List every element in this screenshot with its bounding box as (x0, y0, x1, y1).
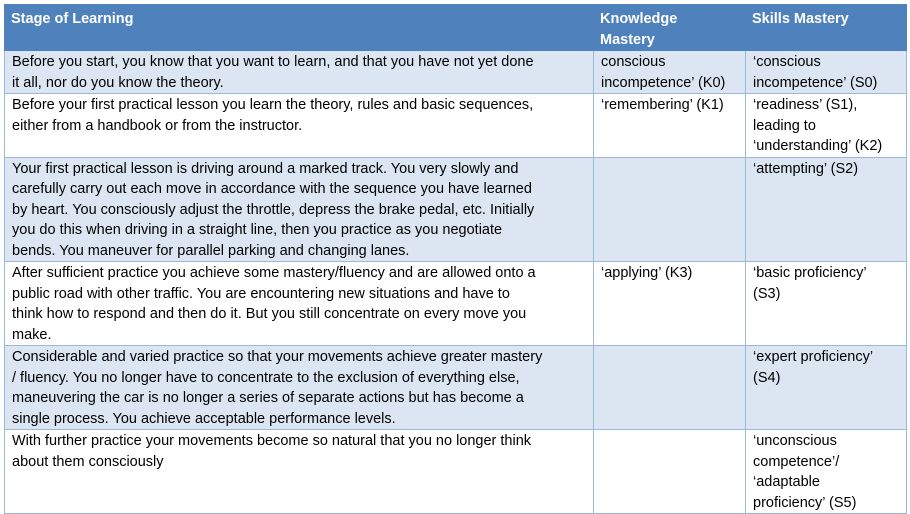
knowledge-cell (594, 157, 746, 262)
table-row (5, 346, 907, 430)
header-skills-mastery: Skills Mastery (746, 5, 907, 51)
stage-cell: After sufficient practice you achieve some mastery/fluency and are allowed onto a public road with other traffic. You are encountering new situations and have to think how to respond and then do it. But you still concentrate on every move you make. (5, 262, 594, 346)
skills-cell: ‘conscious incompetence’ (S0) (746, 51, 907, 94)
skills-cell: ‘readiness’ (S1), leading to ‘understanding’ (K2) (746, 94, 907, 158)
skills-cell: ‘basic proficiency’ (S3) (746, 262, 907, 346)
stage-cell: Your first practical lesson is driving around a marked track. You very slowly and carefully carry out each move in accordance with the sequence you have learned by heart. You consciously adjust the throttle, depress the brake pedal, etc. Initially you do this when driving in a straight line, then you practice as you negotiate bends. You maneuver for parallel parking and changing lanes. (5, 157, 594, 262)
table-row (5, 157, 907, 262)
stage-cell: Before you start, you know that you want to learn, and that you have not yet done it all, nor do you know the theory. (5, 51, 594, 94)
table-row (5, 262, 907, 346)
knowledge-cell: ‘remembering’ (K1) (594, 94, 746, 158)
skills-cell: ‘expert proficiency’ (S4) (746, 346, 907, 430)
table-row (5, 51, 907, 94)
stage-cell: With further practice your movements become so natural that you no longer think about them consciously (5, 430, 594, 514)
skills-cell: ‘unconscious competence’/ ‘adaptable proficiency’ (S5) (746, 430, 907, 514)
header-stage-of-learning: Stage of Learning (5, 5, 594, 51)
table-row (5, 94, 907, 158)
knowledge-cell: conscious incompetence’ (K0) (594, 51, 746, 94)
header-knowledge-mastery: Knowledge Mastery (594, 5, 746, 51)
table-header-row (5, 5, 907, 51)
table-row (5, 430, 907, 514)
stage-cell: Before your first practical lesson you learn the theory, rules and basic sequences, either from a handbook or from the instructor. (5, 94, 594, 158)
skills-cell: ‘attempting’ (S2) (746, 157, 907, 262)
knowledge-cell (594, 346, 746, 430)
knowledge-cell: ‘applying’ (K3) (594, 262, 746, 346)
learning-stages-table (4, 4, 907, 514)
knowledge-cell (594, 430, 746, 514)
stage-cell: Considerable and varied practice so that your movements achieve greater mastery / fluency. You no longer have to concentrate to the exclusion of everything else, maneuvering the car is no longer a series of separate actions but has become a single process. You achieve acceptable performance levels. (5, 346, 594, 430)
